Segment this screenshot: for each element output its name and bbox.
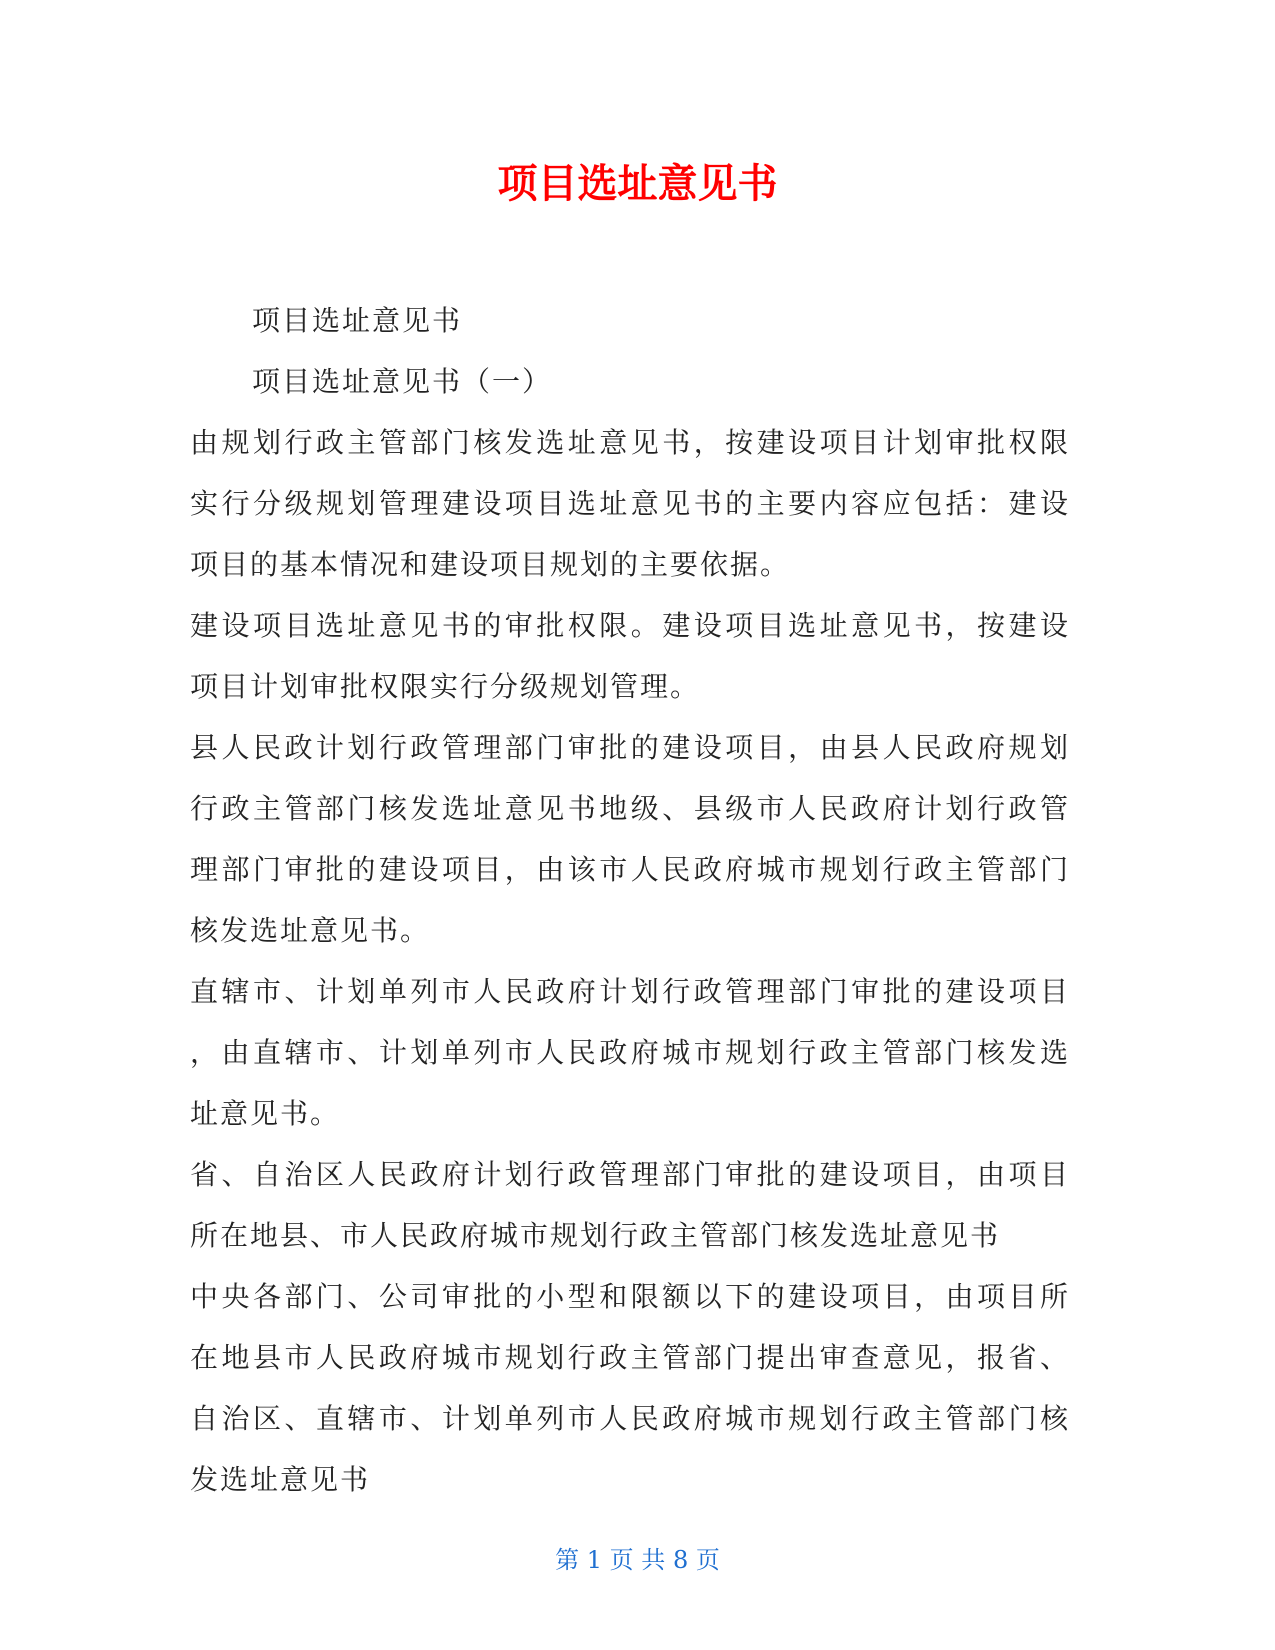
body-line: 址意见书。 (190, 1097, 341, 1130)
body-line: 直辖市、计划单列市人民政府计划行政管理部门审批的建设项目 (190, 975, 1070, 1008)
document-body (190, 290, 1070, 1510)
page-number-footer: 第 1 页 共 8 页 (555, 1546, 720, 1574)
body-line: 核发选址意见书。 (190, 914, 431, 947)
body-line: 所在地县、市人民政府城市规划行政主管部门核发选址意见书 (190, 1219, 1001, 1252)
body-line: 由规划行政主管部门核发选址意见书，按建设项目计划审批权限 (190, 426, 1070, 459)
body-line: 项目的基本情况和建设项目规划的主要依据。 (190, 548, 791, 581)
body-line: 理部门审批的建设项目，由该市人民政府城市规划行政主管部门 (190, 853, 1070, 886)
document-title: 项目选址意见书 (497, 161, 778, 207)
heading-line: 项目选址意见书 (252, 304, 463, 337)
body-line: 中央各部门、公司审批的小型和限额以下的建设项目，由项目所 (190, 1280, 1070, 1313)
body-line: 在地县市人民政府城市规划行政主管部门提出审查意见，报省、 (190, 1341, 1070, 1374)
subheading-line: 项目选址意见书（一） (252, 365, 553, 398)
body-line: 发选址意见书 (190, 1463, 371, 1496)
body-line: 实行分级规划管理建设项目选址意见书的主要内容应包括：建设 (190, 487, 1070, 520)
body-line: 县人民政计划行政管理部门审批的建设项目，由县人民政府规划 (190, 731, 1070, 764)
body-line: 行政主管部门核发选址意见书地级、县级市人民政府计划行政管 (190, 792, 1070, 825)
body-line: 项目计划审批权限实行分级规划管理。 (190, 670, 701, 703)
body-line: 自治区、直辖市、计划单列市人民政府城市规划行政主管部门核 (190, 1402, 1070, 1435)
body-line: ，由直辖市、计划单列市人民政府城市规划行政主管部门核发选 (190, 1036, 1070, 1069)
body-line: 省、自治区人民政府计划行政管理部门审批的建设项目，由项目 (190, 1158, 1070, 1191)
body-line: 建设项目选址意见书的审批权限。建设项目选址意见书，按建设 (190, 609, 1070, 642)
